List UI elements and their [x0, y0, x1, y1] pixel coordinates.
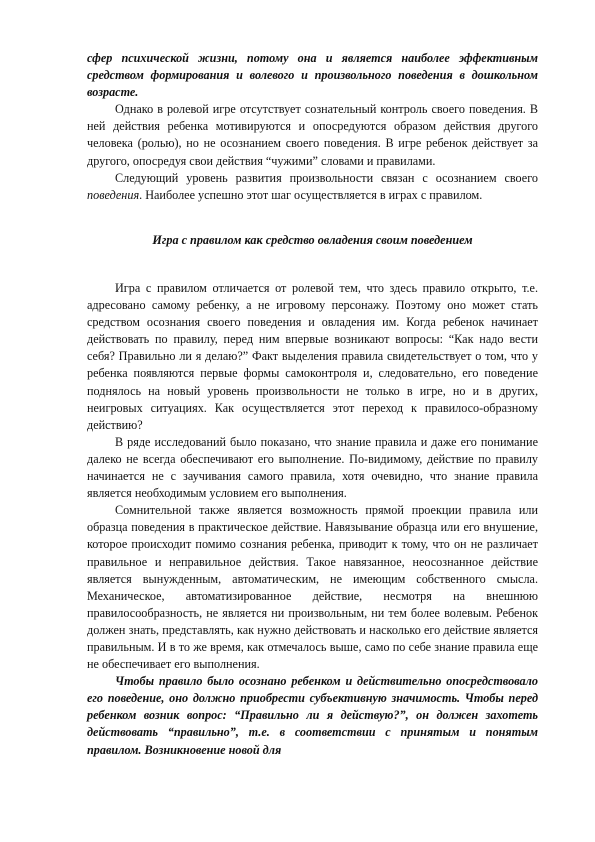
paragraph-text: . Наиболее успешно этот шаг осуществляется в играх с правилом. — [139, 187, 483, 202]
paragraph: Сомнительной также является возможность прямой проекции правила или образца поведения в практическое действие. Навязывание образца или его внушение, которое происходит помимо сознания ребенка, приводит к тому, что он не различает правильное и неправильное действия. Такое навязанное, неосознанное действие является вынужденным, автоматическим, не имеющим собственного смысла. Механическое, автоматизированное действие, несмотря на внешнюю правилосообразность, не является ни произвольным, ни тем более волевым. Ребенок должен знать, представлять, как нужно действовать и насколько его действие является правильным. И в то же время, как отмечалось выше, само по себе знание правила еще не обеспечивает его выполнения. — [87, 503, 538, 672]
paragraph: Однако в ролевой игре отсутствует сознательный контроль своего поведения. В ней действия ребенка мотивируются и опосредуются образом действия другого человека (ролью), но не осознанием своего поведения. В игре ребенок действует за другого, опосредуя свои действия “чужими” словами и правилами. — [87, 102, 538, 168]
paragraph-continued: сфер психической жизни, потому она и является наиболее эффективным средством формирования и волевого и произвольного поведения в дошкольном возрасте. — [87, 51, 538, 100]
paragraph: В ряде исследований было показано, что знание правила и даже его понимание далеко не всегда обеспечивают его выполнение. По-видимому, действие по правилу начинается не с заучивания самого правила, хотя очевидно, что знание правила является необходимым условием его выполнения. — [87, 434, 538, 501]
paragraph — [87, 170, 538, 204]
paragraph-text: Следующий уровень развития произвольности связан с осознанием своего — [115, 170, 538, 185]
text-block-bottom — [87, 280, 538, 759]
italic-term: поведения — [87, 187, 140, 202]
text-block-top — [87, 50, 538, 204]
section-heading: Игра с правилом как средство овладения своим поведением — [152, 233, 473, 247]
paragraph: Игра с правилом отличается от ролевой тем, что здесь правило открыто, т.е. адресовано самому ребенку, а не игровому персонажу. Поэтому оно может стать средством осознания своего поведения и овладения им. Когда ребенок начинает действовать по правилу, перед ним впервые возникают вопросы: “Как надо вести себя? Правильно ли я делаю?” Факт выделения правила свидетельствует о том, что у ребенка появляются первые формы самоконтроля и, следовательно, его поведение поднялось на новый уровень произвольности не только в игре, но и в других, неигровых ситуациях. Как осуществляется этот переход к правилосо-образному действию? — [87, 281, 538, 432]
paragraph-emphasis: Чтобы правило было осознано ребенком и действительно опосредствовало его поведение, оно должно приобрести субъективную значимость. Чтобы перед ребенком возник вопрос: “Правильно ли я действую?”, он должен захотеть действовать “правильно”, т.е. в соответствии с принятым и понятым правилом. Возникновение новой для — [87, 674, 538, 757]
